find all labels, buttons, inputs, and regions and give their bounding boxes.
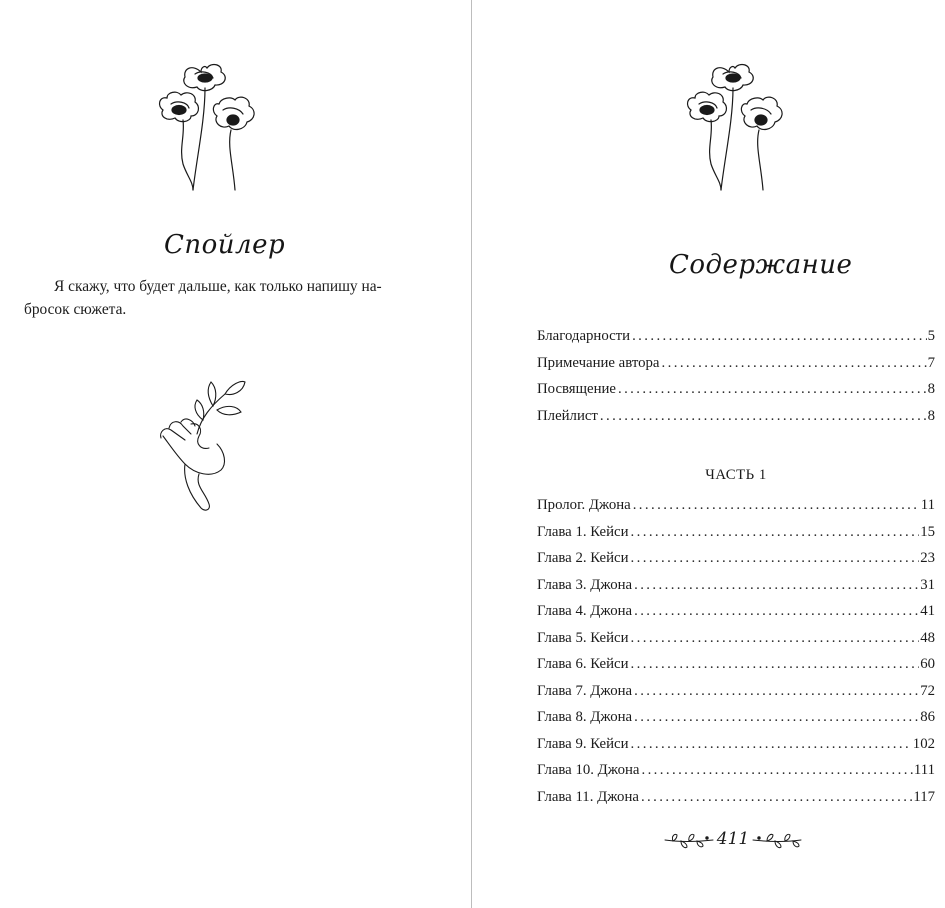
toc-entry[interactable] (537, 762, 935, 782)
poppy-bouquet-icon (681, 60, 793, 192)
toc-leader (634, 603, 919, 620)
toc-entry-label: Глава 9. Кейси (537, 735, 629, 752)
page-gutter (471, 0, 472, 908)
toc-entry-label: Посвящение (537, 381, 616, 397)
toc-entry[interactable] (537, 630, 935, 650)
contents-title: Содержание (669, 250, 853, 280)
toc-entry-label: Благодарности (537, 328, 631, 344)
toc-entry-label: Глава 10. Джона (537, 762, 640, 778)
toc-entry-page: 60 (920, 656, 935, 672)
toc-leader (631, 656, 920, 673)
toc-entry-page: 11 (920, 497, 935, 513)
toc-entry[interactable] (537, 789, 935, 809)
section-title: Спойлер (164, 230, 286, 260)
toc-entry[interactable] (537, 683, 935, 703)
toc-entry-page: 86 (920, 709, 935, 725)
toc-entry[interactable] (537, 355, 935, 375)
toc-leader (631, 630, 920, 647)
toc-entry[interactable] (537, 577, 935, 597)
toc-leader (641, 762, 912, 779)
left-page (0, 0, 471, 908)
toc-entry-page: 5 (927, 328, 935, 344)
page-number: 411 (716, 829, 750, 849)
toc-entry-page: 41 (920, 603, 935, 619)
toc-entry[interactable] (537, 656, 935, 676)
toc-entry-label: Глава 4. Джона (537, 603, 633, 619)
toc-leader (634, 709, 919, 726)
spoiler-paragraph (24, 275, 409, 321)
toc-leader (634, 683, 919, 700)
toc-entry-label: Глава 1. Кейси (537, 523, 629, 540)
toc-leader (631, 524, 920, 541)
toc-entry-page: 111 (913, 762, 935, 778)
toc-leader (633, 497, 920, 514)
toc-entry-page: 31 (920, 576, 935, 593)
laurel-sprig-icon (663, 830, 715, 852)
toc-entry[interactable] (537, 603, 935, 623)
toc-entry-page: 23 (920, 550, 935, 566)
paragraph-line: Я скажу, что будет дальше, как только напишу на- (54, 278, 382, 295)
part-heading: ЧАСТЬ 1 (705, 467, 767, 483)
toc-leader (632, 328, 927, 345)
toc-leader (618, 381, 927, 398)
toc-entry-page: 8 (927, 408, 935, 424)
toc-leader (600, 408, 927, 425)
paragraph-line: бросок сюжета. (24, 301, 127, 318)
toc-entry[interactable] (537, 550, 935, 570)
toc-entry-label: Глава 11. Джона (537, 788, 639, 805)
poppy-bouquet-icon (153, 60, 265, 192)
toc-leader (641, 789, 912, 806)
toc-entry-label: Плейлист (537, 408, 598, 424)
toc-entry-page: 72 (920, 682, 935, 699)
toc-leader (634, 577, 919, 594)
toc-entry-label: Глава 3. Джона (537, 576, 633, 593)
hand-with-sprig-icon (155, 374, 247, 521)
toc-leader (631, 736, 912, 753)
right-page (473, 0, 945, 908)
toc-entry-page: 102 (912, 735, 935, 752)
toc-entry-label: Примечание автора (537, 355, 660, 371)
toc-entry-page: 117 (913, 788, 935, 805)
toc-entry-label: Глава 5. Кейси (537, 629, 629, 646)
toc-entry[interactable] (537, 736, 935, 756)
laurel-sprig-icon (751, 830, 803, 852)
toc-entry[interactable] (537, 497, 935, 517)
toc-entry-page: 48 (920, 629, 935, 646)
page-folio (663, 826, 803, 856)
toc-entry[interactable] (537, 524, 935, 544)
toc-entry-label: Глава 6. Кейси (537, 656, 629, 672)
toc-entry[interactable] (537, 408, 935, 428)
toc-entry[interactable] (537, 328, 935, 348)
toc-entry-label: Глава 2. Кейси (537, 550, 629, 566)
toc-entry-page: 7 (927, 355, 935, 371)
toc-entry-label: Глава 7. Джона (537, 682, 633, 699)
toc-entry[interactable] (537, 381, 935, 401)
toc-entry-page: 15 (920, 523, 935, 540)
toc-entry-label: Глава 8. Джона (537, 709, 633, 725)
toc-leader (631, 550, 920, 567)
toc-leader (662, 355, 927, 372)
toc-entry-label: Пролог. Джона (537, 497, 631, 513)
toc-entry[interactable] (537, 709, 935, 729)
toc-entry-page: 8 (927, 381, 935, 397)
